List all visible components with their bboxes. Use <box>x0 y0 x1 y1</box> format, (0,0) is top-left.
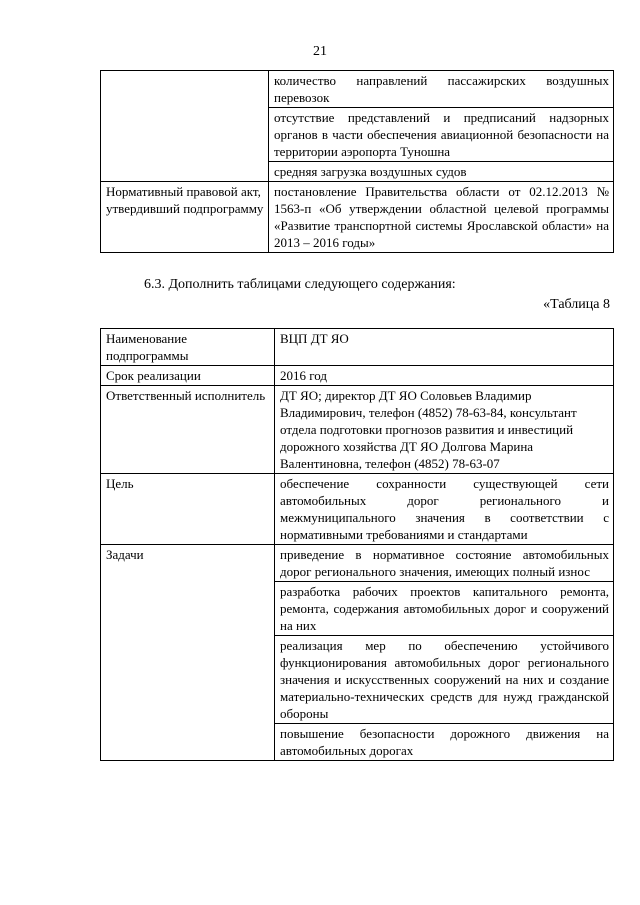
label-tasks: Задачи <box>101 545 275 761</box>
value-goal: обеспечение сохранности существующей сети автомобильных дорог регионального и межмуниципального значения в соответствии с нормативными требованиями и стандартами <box>275 474 614 545</box>
page-number: 21 <box>313 44 327 59</box>
table-8 <box>100 328 614 761</box>
value-subprogram-name: ВЦП ДТ ЯО <box>275 329 614 366</box>
task-item: разработка рабочих проектов капитального ремонта, ремонта, содержания автомобильных дорог и сооружений на них <box>275 582 614 636</box>
value-normative-act: постановление Правительства области от 02.12.2013 № 1563-п «Об утверждении областной целевой программы «Развитие транспортной системы Ярославской области» на 2013 – 2016 годы» <box>269 182 614 253</box>
label-goal: Цель <box>101 474 275 545</box>
indicator-aviation-security: отсутствие представлений и предписаний надзорных органов в части обеспечения авиационной безопасности на территории аэропорта Туношна <box>269 108 614 162</box>
task-item: реализация мер по обеспечению устойчивого функционирования автомобильных дорог регионального значения и искусственных сооружений на них и создание материально-технических средств для нужд гражданской обороны <box>275 636 614 724</box>
label-responsible: Ответственный исполнитель <box>101 386 275 474</box>
table-row <box>101 366 614 386</box>
label-normative-act: Нормативный правовой акт, утвердивший подпрограмму <box>101 182 269 253</box>
table-cell-empty <box>101 71 269 182</box>
task-item: приведение в нормативное состояние автомобильных дорог регионального значения, имеющих полный износ <box>275 545 614 582</box>
value-responsible: ДТ ЯО; директор ДТ ЯО Соловьев Владимир Владимирович, телефон (4852) 78-63-84, консультант отдела подготовки прогнозов развития и инвестиций дорожного хозяйства ДТ ЯО Долгова Марина Валентиновна, телефон (4852) 78-63-07 <box>275 386 614 474</box>
label-subprogram-name: Наименование подпрограммы <box>101 329 275 366</box>
table-row <box>101 474 614 545</box>
table-row <box>101 182 614 253</box>
task-item: повышение безопасности дорожного движения на автомобильных дорогах <box>275 724 614 761</box>
table-caption: «Таблица 8 <box>543 297 610 312</box>
indicator-aircraft-load: средняя загрузка воздушных судов <box>269 162 614 182</box>
table-row <box>101 386 614 474</box>
indicator-passenger-directions: количество направлений пассажирских воздушных перевозок <box>269 71 614 108</box>
value-period: 2016 год <box>275 366 614 386</box>
table-row <box>101 71 614 108</box>
table-row <box>101 545 614 582</box>
label-period: Срок реализации <box>101 366 275 386</box>
section-heading: 6.3. Дополнить таблицами следующего содержания: <box>144 277 456 292</box>
passport-table-continuation <box>100 70 614 253</box>
table-row <box>101 329 614 366</box>
